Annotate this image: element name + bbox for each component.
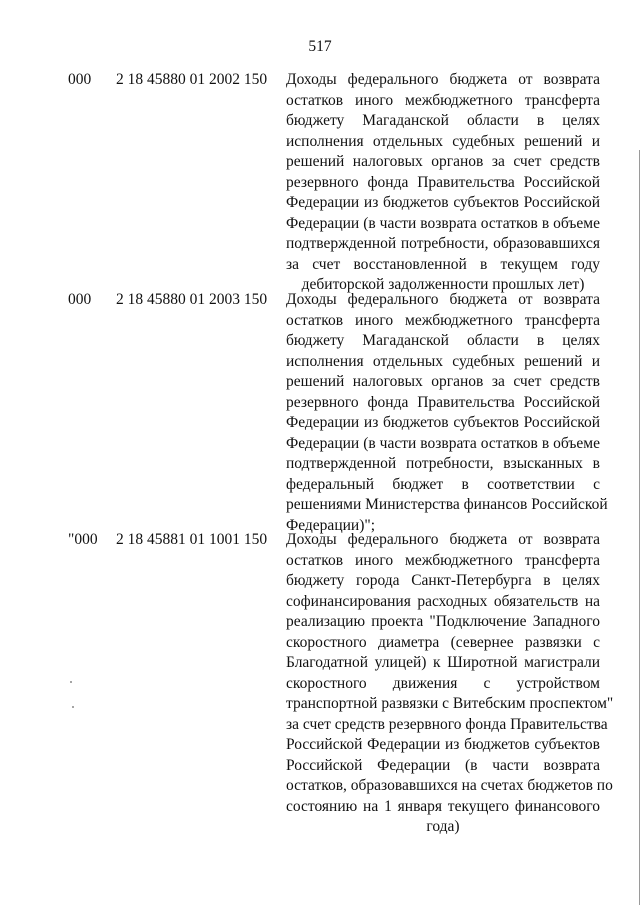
admin-code: 000 <box>68 291 92 308</box>
description-line: Федерации из бюджетов субъектов Российской <box>286 414 600 431</box>
description-line: подтвержденной потребности, образовавшихся <box>286 235 600 252</box>
description-line: Федерации из бюджетов субъектов Российской <box>286 194 600 211</box>
description-line: софинансирования расходных обязательств на <box>286 592 600 610</box>
description-line: решений налоговых органов за счет средств <box>286 153 600 170</box>
budget-classification-code: 2 18 45880 01 2002 150 <box>116 71 268 88</box>
description-line: Российской Федерации (в части возврата <box>286 756 600 774</box>
description-line: бюджету Магаданской области в целях <box>286 112 600 129</box>
description-line: резервного фонда Правительства Российской <box>286 393 600 411</box>
description-line: исполнения отдельных судебных решений и <box>286 132 600 150</box>
description-line: остатков иного межбюджетного трансферта <box>286 551 600 569</box>
description-line: решениями Министерства финансов Российской <box>286 496 608 513</box>
entry-description <box>286 70 600 296</box>
description-line: скоростного движения с устройством <box>286 674 600 692</box>
entry-description <box>286 530 614 838</box>
description-line: транспортной развязки с Витебским проспектом" <box>286 695 614 712</box>
page-number: 517 <box>308 38 332 55</box>
description-line: резервного фонда Правительства Российской <box>286 173 600 191</box>
description-line: федеральный бюджет в соответствии с <box>286 475 600 493</box>
description-line: дебиторской задолженности прошлых лет) <box>301 276 585 293</box>
description-line: Российской Федерации из бюджетов субъектов <box>286 736 600 753</box>
description-line: остатков иного межбюджетного трансферта <box>286 311 600 329</box>
description-line: бюджету города Санкт-Петербурга в целях <box>286 572 600 589</box>
description-line: исполнения отдельных судебных решений и <box>286 352 600 370</box>
description-line: за счет средств резервного фонда Правительства <box>286 715 608 733</box>
admin-code: 000 <box>68 71 92 88</box>
description-line: остатков, образовавшихся на счетах бюджетов по <box>286 777 613 794</box>
entry-description <box>286 290 608 536</box>
description-line: решений налоговых органов за счет средств <box>286 373 600 390</box>
description-line: Федерации)"; <box>286 516 375 534</box>
description-line: Доходы федерального бюджета от возврата <box>286 71 600 88</box>
description-line: состоянию на 1 января текущего финансового <box>286 797 600 815</box>
description-line: Доходы федерального бюджета от возврата <box>286 291 600 308</box>
budget-classification-code: 2 18 45880 01 2003 150 <box>116 291 268 308</box>
description-line: остатков иного межбюджетного трансферта <box>286 91 600 109</box>
admin-code: "000 <box>68 531 98 548</box>
description-line: за счет восстановленной в текущем году <box>286 255 600 273</box>
description-line: Доходы федерального бюджета от возврата <box>286 531 600 548</box>
description-line: Благодатной улицей) к Широтной магистрали <box>286 654 600 671</box>
description-line: реализацию проекта "Подключение Западного <box>286 613 600 630</box>
description-line: Федерации (в части возврата остатков в объеме <box>286 434 600 452</box>
scan-speck <box>70 681 72 683</box>
description-line: скоростного диаметра (севернее развязки с <box>286 633 600 651</box>
scan-speck <box>72 706 74 708</box>
budget-classification-code: 2 18 45881 01 1001 150 <box>116 531 268 548</box>
description-line: Федерации (в части возврата остатков в объеме <box>286 214 600 232</box>
description-line: подтвержденной потребности, взысканных в <box>286 455 600 472</box>
description-line: года) <box>426 818 460 835</box>
description-line: бюджету Магаданской области в целях <box>286 332 600 349</box>
